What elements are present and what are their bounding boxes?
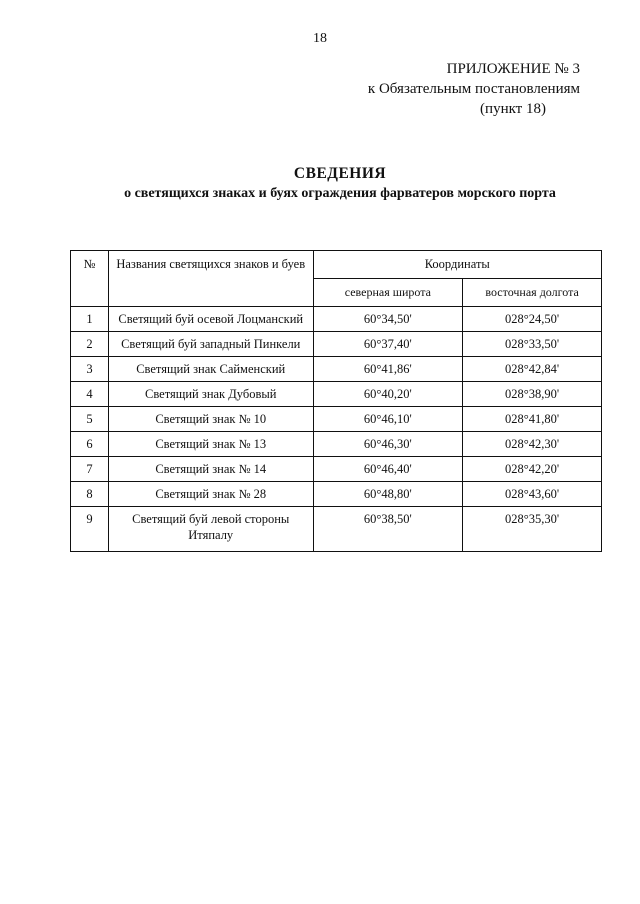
- row-name: Светящий знак Сайменский: [108, 357, 313, 382]
- row-longitude: 028°43,60': [463, 482, 602, 507]
- row-latitude: 60°40,20': [313, 382, 463, 407]
- page-number: 18: [313, 31, 327, 46]
- header-name: Названия светящихся знаков и буев: [108, 251, 313, 307]
- title-heading: СВЕДЕНИЯ: [293, 165, 387, 182]
- header-latitude: северная широта: [313, 279, 463, 307]
- row-number: 7: [71, 457, 109, 482]
- row-latitude: 60°41,86': [313, 357, 463, 382]
- row-latitude: 60°48,80': [313, 482, 463, 507]
- appendix-reference: к Обязательным постановлениям: [367, 81, 580, 97]
- table-row: [71, 307, 602, 332]
- row-latitude: 60°46,10': [313, 407, 463, 432]
- header-coordinates: Координаты: [313, 251, 601, 279]
- row-longitude: 028°35,30': [463, 507, 602, 552]
- header-longitude: восточная долгота: [463, 279, 602, 307]
- row-number: 3: [71, 357, 109, 382]
- row-name: Светящий буй осевой Лоцманский: [108, 307, 313, 332]
- row-number: 4: [71, 382, 109, 407]
- table-row: [71, 382, 602, 407]
- row-latitude: 60°34,50': [313, 307, 463, 332]
- row-number: 2: [71, 332, 109, 357]
- row-name: Светящий знак № 10: [108, 407, 313, 432]
- row-latitude: 60°38,50': [313, 507, 463, 552]
- table-row: [71, 432, 602, 457]
- document-title: [0, 164, 640, 204]
- appendix-title: ПРИЛОЖЕНИЕ № 3: [446, 61, 580, 77]
- row-longitude: 028°42,84': [463, 357, 602, 382]
- table-row: [71, 357, 602, 382]
- header-number: №: [71, 251, 109, 307]
- table-row: [71, 482, 602, 507]
- row-longitude: 028°41,80': [463, 407, 602, 432]
- row-longitude: 028°42,30': [463, 432, 602, 457]
- table-row: [71, 507, 602, 552]
- row-name-line2: Итяпалу: [188, 528, 234, 542]
- row-name: [108, 507, 313, 552]
- row-name: Светящий буй западный Пинкели: [108, 332, 313, 357]
- row-latitude: 60°46,40': [313, 457, 463, 482]
- row-number: 5: [71, 407, 109, 432]
- row-number: 8: [71, 482, 109, 507]
- table-row: [71, 457, 602, 482]
- row-number: 6: [71, 432, 109, 457]
- row-longitude: 028°24,50': [463, 307, 602, 332]
- appendix-clause: (пункт 18): [480, 101, 546, 117]
- appendix-header: [368, 59, 580, 119]
- table-row: [71, 332, 602, 357]
- table-row: [71, 407, 602, 432]
- row-name: Светящий знак Дубовый: [108, 382, 313, 407]
- table-header-row: [71, 251, 602, 279]
- row-number: 1: [71, 307, 109, 332]
- row-latitude: 60°37,40': [313, 332, 463, 357]
- lights-table: [70, 250, 602, 552]
- row-longitude: 028°42,20': [463, 457, 602, 482]
- row-name: Светящий знак № 14: [108, 457, 313, 482]
- row-longitude: 028°33,50': [463, 332, 602, 357]
- row-name-line1: Светящий буй левой стороны: [132, 512, 290, 526]
- row-longitude: 028°38,90': [463, 382, 602, 407]
- title-subheading: о светящихся знаках и буях ограждения фарватеров морского порта: [124, 186, 556, 201]
- row-name: Светящий знак № 13: [108, 432, 313, 457]
- row-latitude: 60°46,30': [313, 432, 463, 457]
- row-number: 9: [71, 507, 109, 552]
- row-name: Светящий знак № 28: [108, 482, 313, 507]
